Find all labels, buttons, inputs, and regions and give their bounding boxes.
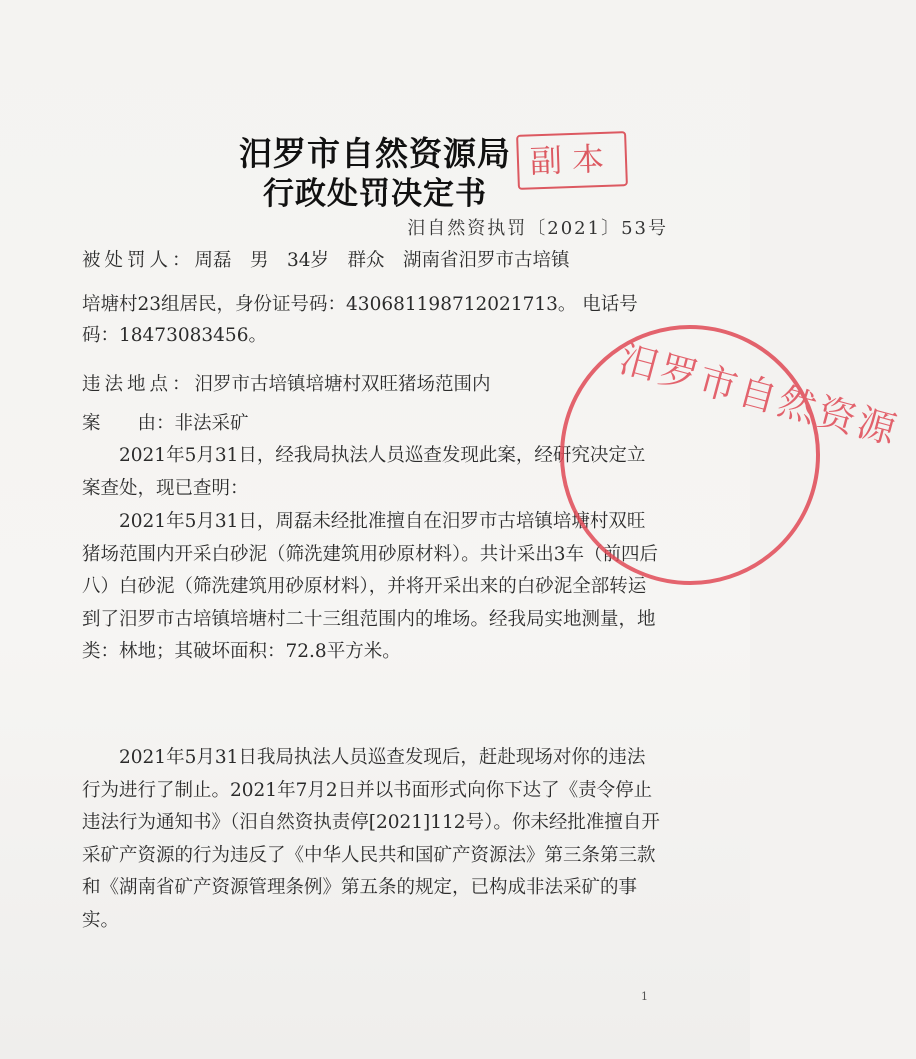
case-cause — [82, 409, 249, 435]
paragraph-findings: 2021年5月31日，周磊未经批准擅自在汨罗市古培镇培塘村双旺猪场范围内开采白砂泥（筛洗建筑用砂原材料）。共计采出3车（前四后八）白砂泥（筛洗建筑用砂原材料），并将开采出来的白砂泥全部转运到了汨罗市古培镇培塘村二十三组范围内的堆场。经我局实地测量，地类：林地；其破坏面积：72.8平方米。 — [82, 511, 659, 662]
case-value: 非法采矿 — [174, 413, 249, 434]
party-info: 周磊 男 34岁 群众 湖南省汨罗市古培镇 — [194, 250, 570, 271]
party-line-3: 码：18473083456。 — [82, 325, 267, 346]
party-line-2: 培塘村23组居民，身份证号码：430681198712021713。 电话号 — [82, 294, 638, 315]
location-value: 汨罗市古培镇培塘村双旺猪场范围内 — [194, 374, 491, 395]
location-label: 违法地点： — [82, 374, 195, 395]
copy-stamp: 副本 — [516, 131, 628, 190]
case-label: 案 由： — [82, 413, 175, 434]
paragraph-discovery: 2021年5月31日，经我局执法人员巡查发现此案，经研究决定立案查处，现已查明： — [82, 445, 646, 499]
seal-text: 汨罗市自然资源 — [614, 336, 904, 454]
document-title: 行政处罚决定书 — [263, 176, 487, 212]
party-line-1 — [82, 246, 570, 272]
document-number: 汨自然资执罚〔2021〕53号 — [407, 218, 668, 239]
page-number: 1 — [641, 990, 648, 1003]
violation-location — [82, 370, 491, 396]
paragraph-violation: 2021年5月31日我局执法人员巡查发现后，赶赴现场对你的违法行为进行了制止。2021年7月2日并以书面形式向你下达了《责令停止违法行为通知书》（汨自然资执责停[2021]112号）。你未经批准擅自开采矿产资源的行为违反了《中华人民共和国矿产资源法》第三条第三款和《湖南省矿产资源管理条例》第五条的规定，已构成非法采矿的事实。 — [82, 747, 660, 931]
agency-title: 汨罗市自然资源局 — [239, 134, 511, 173]
party-label: 被处罚人： — [82, 250, 195, 271]
